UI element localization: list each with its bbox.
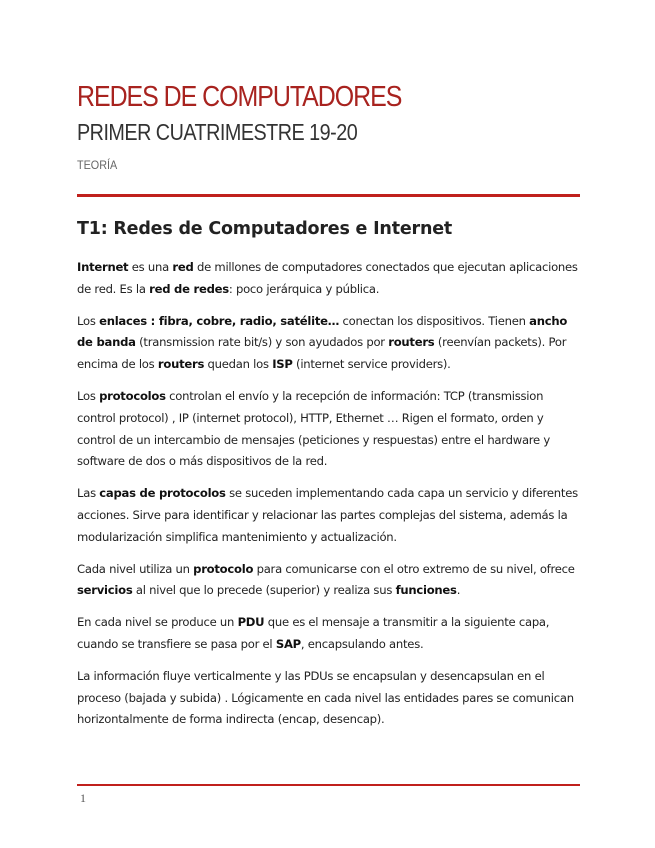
text-run: (transmission rate bit/s) y son ayudados por <box>135 335 389 350</box>
bold-term: red <box>172 260 194 274</box>
text-run: Los <box>77 388 100 403</box>
text-run: controlan el envío y la recepción de información: TCP (transmission control protocol) , IP (internet protocol), HTTP, Ethernet … Rigen el formato, orden y control de un intercambio de mensajes (peticiones y respuestas) entre el hardware y software de dos o más dispositivos de la red. <box>77 388 550 469</box>
bold-term: routers <box>157 357 205 372</box>
paragraph <box>77 386 580 473</box>
bold-term: enlaces : fibra, cobre, radio, satélite… <box>99 313 340 328</box>
header-divider <box>77 194 580 197</box>
paragraph <box>77 559 580 603</box>
bold-term: servicios <box>77 583 133 598</box>
text-run: al nivel que lo precede (superior) y realiza sus <box>132 583 396 598</box>
text-run: (reenvían packets). Por encima de los <box>77 335 567 372</box>
page-number: 1 <box>80 791 86 805</box>
bold-term: ancho de banda <box>77 313 568 350</box>
bold-term: protocolo <box>193 561 254 576</box>
paragraph <box>77 612 580 656</box>
bold-term: Internet <box>77 260 129 274</box>
bold-term: red de redes <box>149 281 229 296</box>
text-run: , encapsulando antes. <box>300 636 424 651</box>
bold-term: PDU <box>237 615 265 630</box>
section-label: TEORÍA <box>77 158 118 172</box>
bold-term: funciones <box>395 583 457 598</box>
paragraph <box>77 257 580 301</box>
section-heading: T1: Redes de Computadores e Internet <box>77 219 453 239</box>
text-run: : poco jerárquica y pública. <box>228 281 380 296</box>
text-run: La información fluye verticalmente y las PDUs se encapsulan y desencapsulan en el proceso (bajada y subida) . Lógicamente en cada nivel las entidades pares se comunican horizontalmente de forma indirecta (encap, desencap). <box>77 668 574 727</box>
body-text <box>77 257 580 741</box>
bold-term: routers <box>388 335 435 350</box>
paragraph <box>77 666 580 731</box>
text-run: En cada nivel se produce un <box>77 615 238 630</box>
text-run: se suceden implementando cada capa un servicio y diferentes acciones. Sirve para identificar y relacionar las partes complejas del sistema, además la modularización simplifica mantenimiento y actualización. <box>77 486 578 544</box>
bold-term: protocolos <box>99 388 166 403</box>
text-run: quedan los <box>204 357 273 372</box>
text-run: Las <box>77 486 100 501</box>
text-run: (internet service providers). <box>292 357 451 372</box>
paragraph <box>77 483 580 548</box>
text-run: conectan los dispositivos. Tienen <box>339 313 530 328</box>
text-run: que es el mensaje a transmitir a la siguiente capa, cuando se transfiere se pasa por el <box>77 615 550 651</box>
paragraph <box>77 311 580 376</box>
text-run: para comunicarse con el otro extremo de su nivel, ofrece <box>253 561 575 576</box>
text-run: de millones de computadores conectados que ejecutan aplicaciones de red. Es la <box>77 260 578 296</box>
text-run: . <box>456 583 461 598</box>
bold-term: capas de protocolos <box>99 486 226 501</box>
text-run: es una <box>128 260 173 274</box>
text-run: Los <box>77 313 100 328</box>
footer-divider <box>77 784 580 786</box>
document-subtitle: PRIMER CUATRIMESTRE 19-20 <box>77 119 358 145</box>
bold-term: ISP <box>272 357 293 372</box>
bold-term: SAP <box>275 636 301 651</box>
text-run: Cada nivel utiliza un <box>77 561 194 576</box>
document-title: REDES DE COMPUTADORES <box>77 81 402 113</box>
